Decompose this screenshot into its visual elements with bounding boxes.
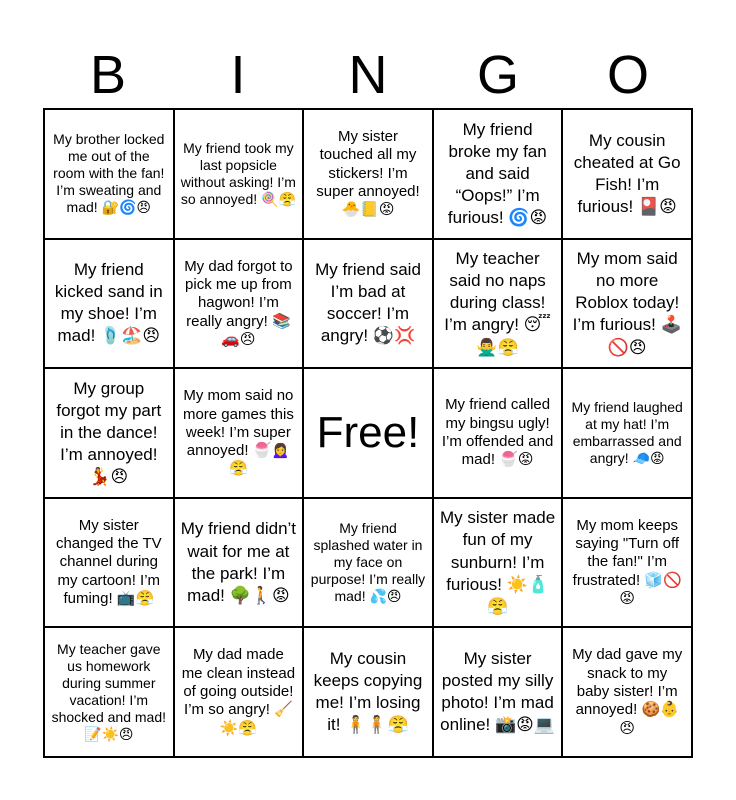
- bingo-cell[interactable]: My friend laughed at my hat! I’m embarrassed and angry! 🧢😡: [562, 368, 692, 498]
- bingo-cell[interactable]: My friend called my bingsu ugly! I’m offended and mad! 🍧😡: [433, 368, 563, 498]
- bingo-cell[interactable]: My sister changed the TV channel during my cartoon! I’m fuming! 📺😤: [44, 498, 174, 628]
- bingo-cell[interactable]: My dad gave my snack to my baby sister! I’m annoyed! 🍪👶😠: [562, 627, 692, 757]
- free-space-cell[interactable]: Free!: [303, 368, 433, 498]
- bingo-header: [43, 42, 693, 108]
- bingo-cell[interactable]: My friend kicked sand in my shoe! I’m mad! 🩴🏖️😠: [44, 239, 174, 369]
- bingo-cell[interactable]: My sister posted my silly photo! I’m mad online! 📸😡💻: [433, 627, 563, 757]
- bingo-cell[interactable]: My mom said no more Roblox today! I’m furious! 🕹️🚫😠: [562, 239, 692, 369]
- bingo-cell[interactable]: My teacher gave us homework during summer vacation! I’m shocked and mad! 📝☀️😠: [44, 627, 174, 757]
- bingo-cell[interactable]: My friend broke my fan and said “Oops!” I’m furious! 🌀😡: [433, 109, 563, 239]
- bingo-cell[interactable]: My dad made me clean instead of going outside! I’m so angry! 🧹☀️😤: [174, 627, 304, 757]
- bingo-cell[interactable]: My sister touched all my stickers! I’m super annoyed! 🐣📒😡: [303, 109, 433, 239]
- header-letter-o: O: [606, 45, 649, 105]
- header-letter-b: B: [89, 45, 127, 105]
- bingo-cell[interactable]: My dad forgot to pick me up from hagwon! I’m really angry! 📚🚗😠: [174, 239, 304, 369]
- bingo-cell[interactable]: My group forgot my part in the dance! I’m annoyed! 💃😠: [44, 368, 174, 498]
- bingo-cell[interactable]: My friend didn’t wait for me at the park! I’m mad! 🌳🚶😡: [174, 498, 304, 628]
- header-letter-n: N: [348, 45, 388, 105]
- bingo-cell[interactable]: My cousin cheated at Go Fish! I’m furious! 🎴😡: [562, 109, 692, 239]
- bingo-cell[interactable]: My mom said no more games this week! I’m super annoyed! 🍧🙍‍♀️😤: [174, 368, 304, 498]
- bingo-cell[interactable]: My teacher said no naps during class! I’m angry! 😴🙅‍♂️😤: [433, 239, 563, 369]
- bingo-cell[interactable]: My friend took my last popsicle without asking! I’m so annoyed! 🍭😤: [174, 109, 304, 239]
- bingo-cell[interactable]: My friend splashed water in my face on purpose! I’m really mad! 💦😠: [303, 498, 433, 628]
- header-letter-i: I: [230, 45, 246, 105]
- bingo-grid: [43, 108, 693, 758]
- bingo-cell[interactable]: My friend said I’m bad at soccer! I’m angry! ⚽💢: [303, 239, 433, 369]
- bingo-cell[interactable]: My mom keeps saying "Turn off the fan!" I’m frustrated! 🧊🚫😡: [562, 498, 692, 628]
- bingo-cell[interactable]: My sister made fun of my sunburn! I’m furious! ☀️🧴😤: [433, 498, 563, 628]
- bingo-cell[interactable]: My brother locked me out of the room with the fan! I’m sweating and mad! 🔐🌀😠: [44, 109, 174, 239]
- header-letter-g: G: [476, 45, 519, 105]
- bingo-cell[interactable]: My cousin keeps copying me! I’m losing it! 🧍🧍😤: [303, 627, 433, 757]
